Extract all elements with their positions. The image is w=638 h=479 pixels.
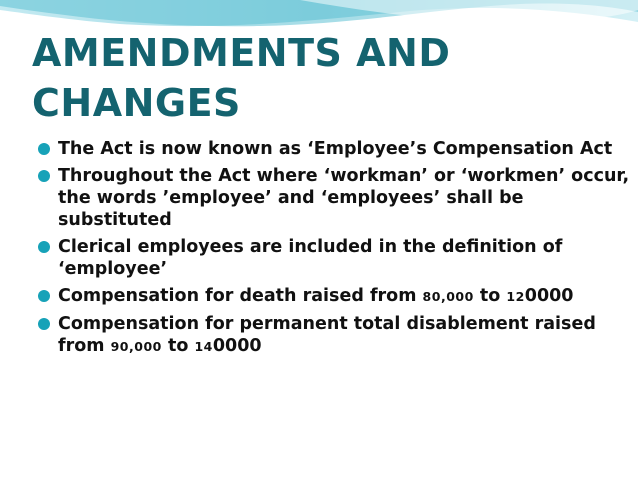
- bullet-icon: [38, 170, 50, 182]
- slide-title: [32, 28, 622, 128]
- bullet-text-mid: to: [161, 336, 195, 356]
- bullet-icon: [38, 290, 50, 302]
- bullet-text: Clerical employees are included in the definition of ‘employee’: [58, 237, 563, 279]
- amount-new-prefix: 12: [506, 289, 525, 304]
- amount-new-suffix: 0000: [212, 336, 262, 356]
- amount-new-suffix: 0000: [524, 286, 574, 306]
- bullet-text-start: Compensation for death raised from: [58, 286, 423, 306]
- list-item: [36, 313, 631, 358]
- list-item: [36, 138, 631, 160]
- bullet-text: The Act is now known as ‘Employee’s Compensation Act: [58, 139, 613, 159]
- list-item: [36, 165, 631, 231]
- list-item: [36, 236, 631, 280]
- slide-title-line1: AMENDMENTS AND: [32, 31, 451, 75]
- list-item: [36, 285, 631, 308]
- bullet-text-start: Compensation for permanent total disablement raised from: [58, 314, 596, 356]
- bullet-icon: [38, 143, 50, 155]
- bullet-icon: [38, 318, 50, 330]
- bullet-icon: [38, 241, 50, 253]
- bullet-text-mid: to: [473, 286, 507, 306]
- bullet-text: Throughout the Act where ‘workman’ or ‘workmen’ occur, the words ’employee’ and ‘employees’ shall be substituted: [58, 166, 630, 230]
- amount-old: 80,000: [422, 289, 474, 304]
- amount-old: 90,000: [110, 339, 162, 354]
- amount-new-prefix: 14: [194, 339, 213, 354]
- bullet-list: [36, 138, 631, 363]
- slide-title-line2: CHANGES: [32, 81, 241, 125]
